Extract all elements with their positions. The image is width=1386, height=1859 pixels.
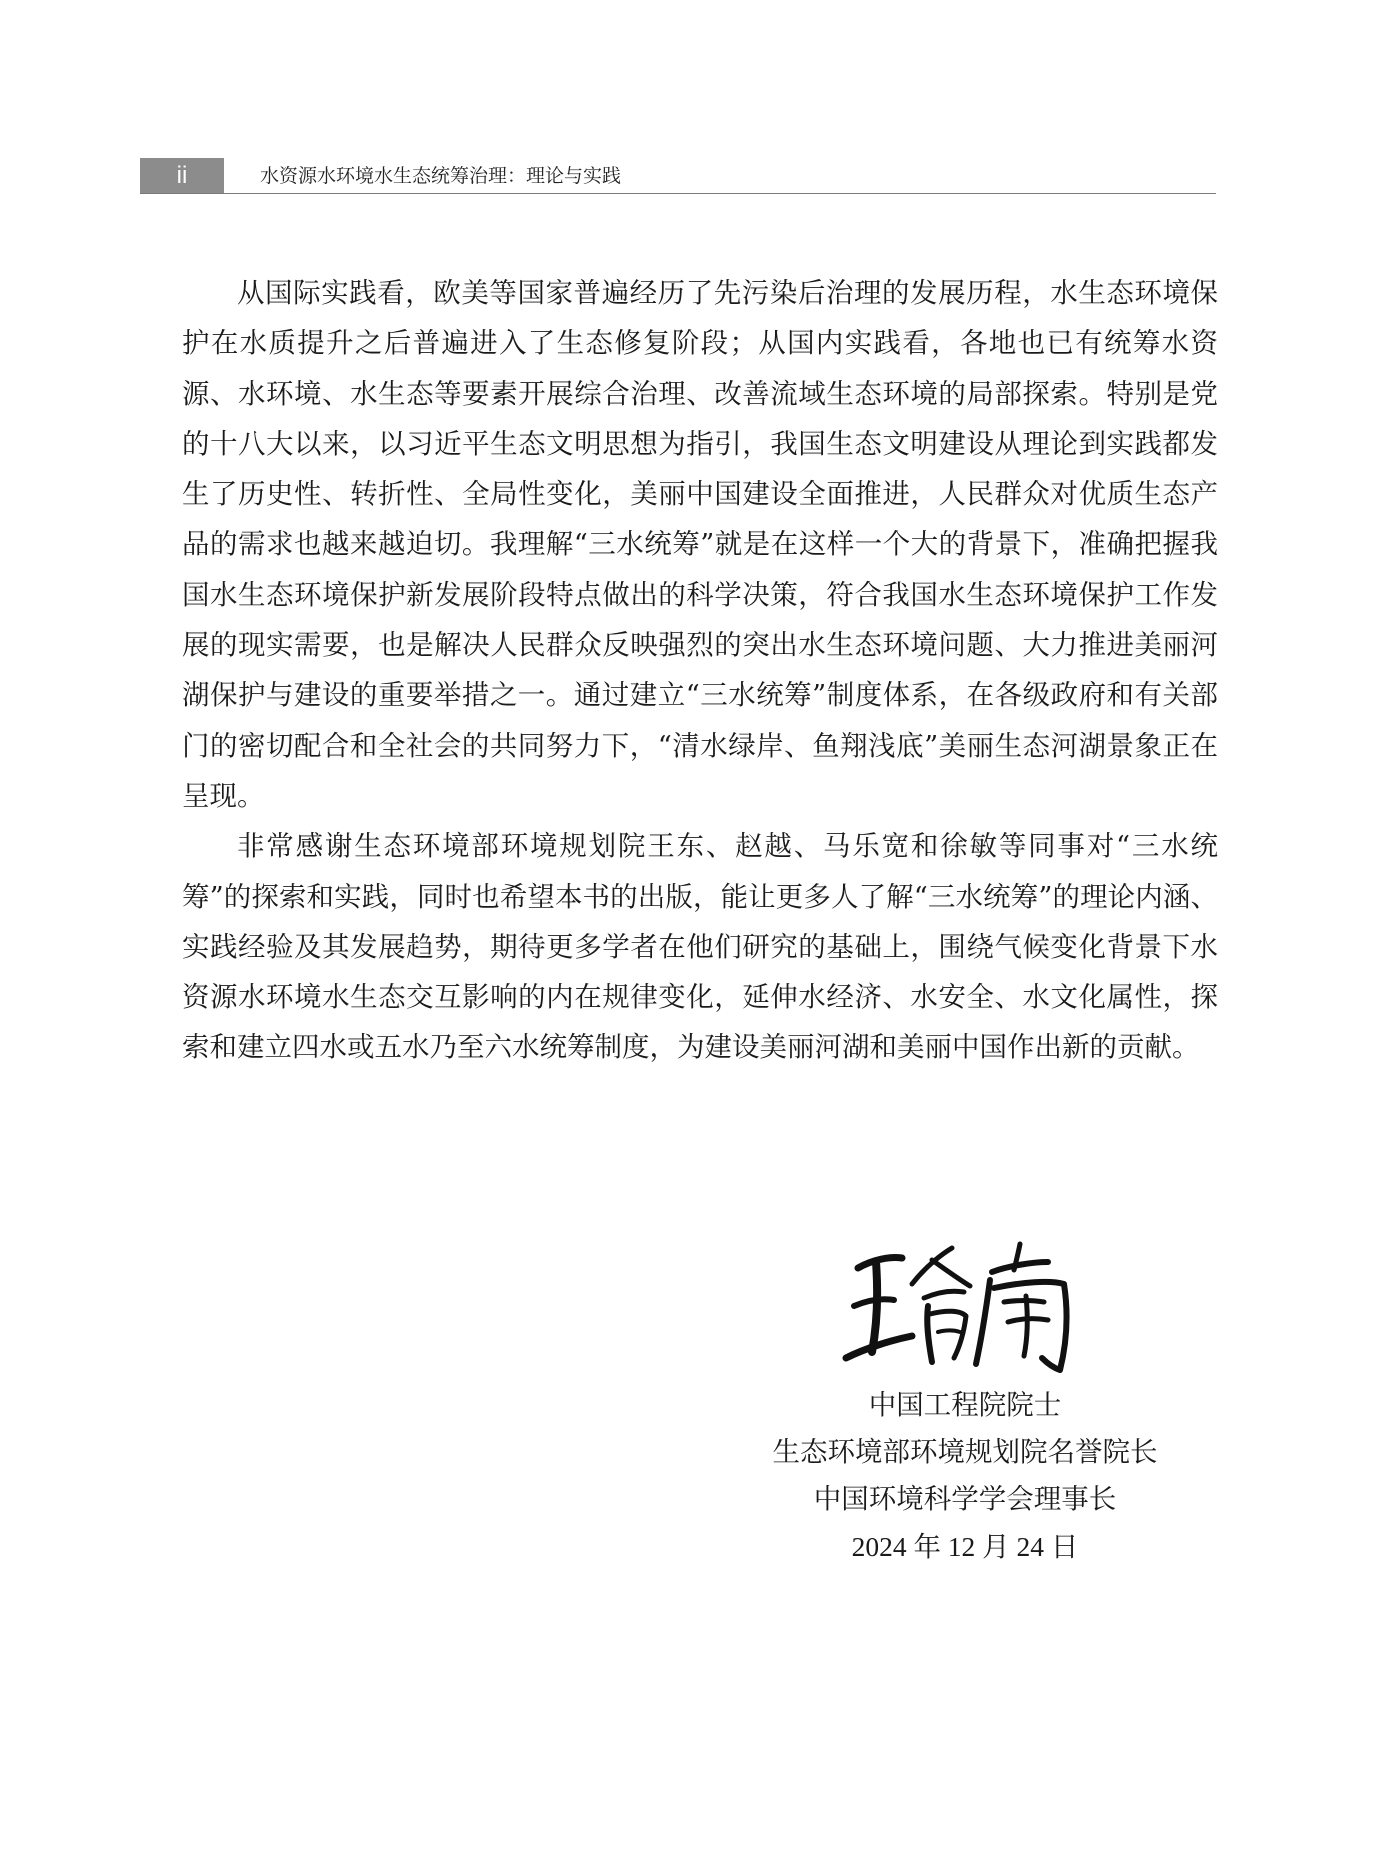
signer-title: 中国工程院院士 — [868, 1389, 1062, 1421]
paragraph: 从国际实践看，欧美等国家普遍经历了先污染后治理的发展历程，水生态环境保护在水质提升之后普遍进入了生态修复阶段；从国内实践看，各地也已有统筹水资源、水环境、水生态等要素开展综合治理、改善流域生态环境的局部探索。特别是党的十八大以来，以习近平生态文明思想为指引，我国生态文明建设从理论到实践都发生了历史性、转折性、全局性变化，美丽中国建设全面推进，人民群众对优质生态产品的需求也越来越迫切。我理解“三水统筹”就是在这样一个大的背景下，准确把握我国水生态环境保护新发展阶段特点做出的科学决策，符合我国水生态环境保护工作发展的现实需要，也是解决人民群众反映强烈的突出水生态环境问题、大力推进美丽河湖保护与建设的重要举措之一。通过建立“三水统筹”制度体系，在各级政府和有关部门的密切配合和全社会的共同努力下，“清水绿岸、鱼翔浅底”美丽生态河湖景象正在呈现。 — [182, 277, 1218, 812]
paragraph: 非常感谢生态环境部环境规划院王东、赵越、马乐宽和徐敏等同事对“三水统筹”的探索和实践，同时也希望本书的出版，能让更多人了解“三水统筹”的理论内涵、实践经验及其发展趋势，期待更多学者在他们研究的基础上，围绕气候变化背景下水资源水环境水生态交互影响的内在规律变化，延伸水经济、水安全、水文化属性，探索和建立四水或五水乃至六水统筹制度，为建设美丽河湖和美丽中国作出新的贡献。 — [182, 830, 1218, 1064]
running-title: 水资源水环境水生态统筹治理：理论与实践 — [260, 165, 622, 187]
signer-title: 中国环境科学学会理事长 — [813, 1483, 1117, 1515]
signature-block — [700, 1382, 1230, 1570]
running-header — [140, 158, 1216, 194]
header-divider — [140, 193, 1216, 194]
signature-date: 2024 年 12 月 24 日 — [851, 1531, 1079, 1562]
signer-title: 生态环境部环境规划院名誉院长 — [772, 1436, 1158, 1468]
handwritten-signature-icon — [842, 1240, 1082, 1375]
page-number-badge: ii — [140, 158, 224, 194]
preface-body — [182, 268, 1218, 1073]
